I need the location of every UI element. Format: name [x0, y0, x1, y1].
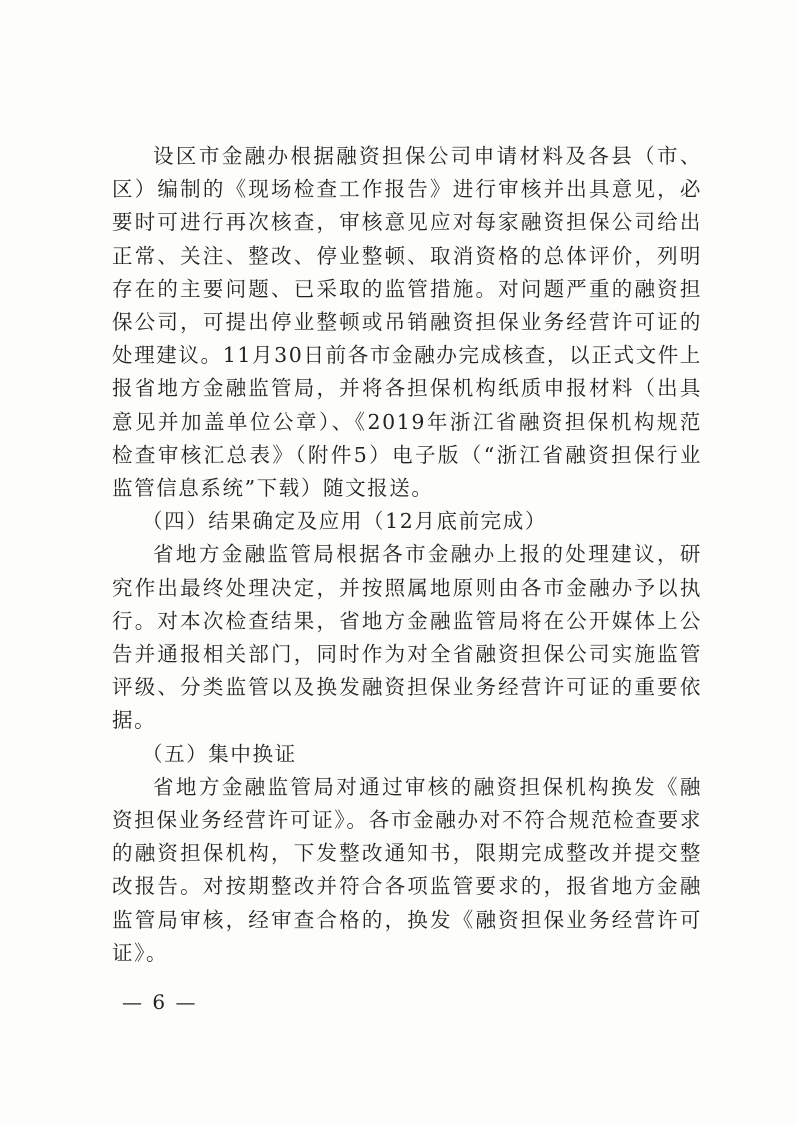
- document-body: [112, 140, 702, 970]
- paragraph-license-renewal: 省地方金融监管局对通过审核的融资担保机构换发《融资担保业务经营许可证》。各市金融办对不符合规范检查要求的融资担保机构，下发整改通知书，限期完成整改并提交整改报告。对按期整改并符合各项监管要求的，报省地方金融监管局审核，经审查合格的，换发《融资担保业务经营许可证》。: [112, 774, 702, 965]
- paragraph-results-application: 省地方金融监管局根据各市金融办上报的处理建议，研究作出最终处理决定，并按照属地原则由各市金融办予以执行。对本次检查结果，省地方金融监管局将在公开媒体上公告并通报相关部门，同时作为对全省融资担保公司实施监管评级、分类监管以及换发融资担保业务经营许可证的重要依据。: [112, 542, 702, 733]
- paragraph-review-process: 设区市金融办根据融资担保公司申请材料及各县（市、区）编制的《现场检查工作报告》进行审核并出具意见，必要时可进行再次核查，审核意见应对每家融资担保公司给出正常、关注、整改、停业整顿、取消资格的总体评价，列明存在的主要问题、已采取的监管措施。对问题严重的融资担保公司，可提出停业整顿或吊销融资担保业务经营许可证的处理建议。11月30日前各市金融办完成核查，以正式文件上报省地方金融监管局，并将各担保机构纸质申报材料（出具意见并加盖单位公章）、《2019年浙江省融资担保机构规范检查审核汇总表》（附件5）电子版（“浙江省融资担保行业监管信息系统”下载）随文报送。: [112, 144, 702, 501]
- page-number: — 6 —: [122, 990, 198, 1014]
- section-heading-license-renewal: （五）集中换证: [142, 741, 297, 766]
- section-heading-results: （四）结果确定及应用（12月底前完成）: [142, 509, 547, 534]
